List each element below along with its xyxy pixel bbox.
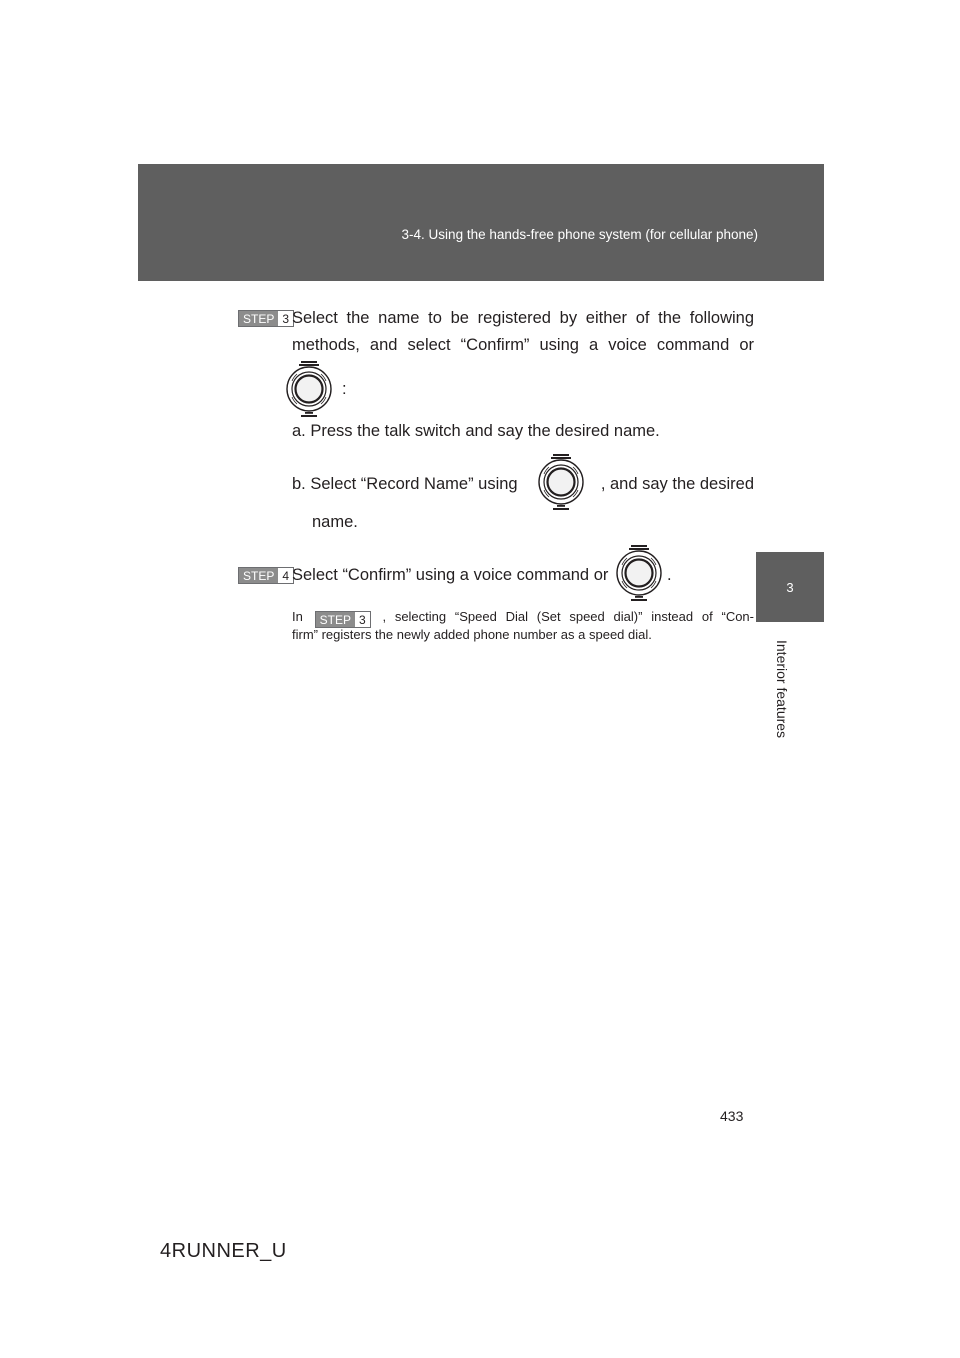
- page-number: 433: [720, 1108, 744, 1124]
- tune-select-knob-icon: [536, 453, 586, 511]
- step-3-colon: :: [342, 380, 347, 398]
- step-4-period: .: [667, 566, 672, 584]
- step-3-option-b-end: , and say the desired: [600, 475, 754, 493]
- note-line-1-rest: , selecting “Speed Dial (Set speed dial)” instead of “Con-: [382, 609, 754, 624]
- step-3-line-2: methods, and select “Confirm” using a voice command or: [292, 336, 754, 354]
- note-line-1: [292, 608, 754, 628]
- step-badge-3: [238, 310, 294, 327]
- header-band: [138, 164, 824, 281]
- step-4-text: Select “Confirm” using a voice command or: [292, 566, 609, 584]
- step-badge-number: 3: [278, 311, 293, 326]
- chapter-tab[interactable]: [756, 552, 824, 622]
- step-badge-word: STEP: [316, 612, 355, 627]
- step-3-option-b-start: b. Select “Record Name” using: [292, 475, 518, 493]
- chapter-number: 3: [786, 579, 794, 595]
- step-badge-number: 3: [355, 612, 370, 627]
- step-3-option-a: a. Press the talk switch and say the desired name.: [292, 422, 660, 440]
- model-code: 4RUNNER_U: [160, 1240, 287, 1262]
- chapter-label: Interior features: [774, 640, 790, 739]
- step-badge-4: [238, 567, 294, 584]
- step-badge-word: STEP: [239, 568, 278, 583]
- step-3-line-1: Select the name to be registered by either of the following: [292, 309, 754, 327]
- step-badge-number: 4: [278, 568, 293, 583]
- section-title: 3-4. Using the hands-free phone system (for cellular phone): [401, 227, 758, 242]
- step-3-option-b-tail: name.: [312, 513, 358, 531]
- note-line-2: firm” registers the newly added phone number as a speed dial.: [292, 627, 652, 642]
- note-prefix: In: [292, 609, 303, 624]
- step-badge-word: STEP: [239, 311, 278, 326]
- tune-select-knob-icon: [614, 544, 664, 602]
- tune-select-knob-icon: [284, 360, 334, 418]
